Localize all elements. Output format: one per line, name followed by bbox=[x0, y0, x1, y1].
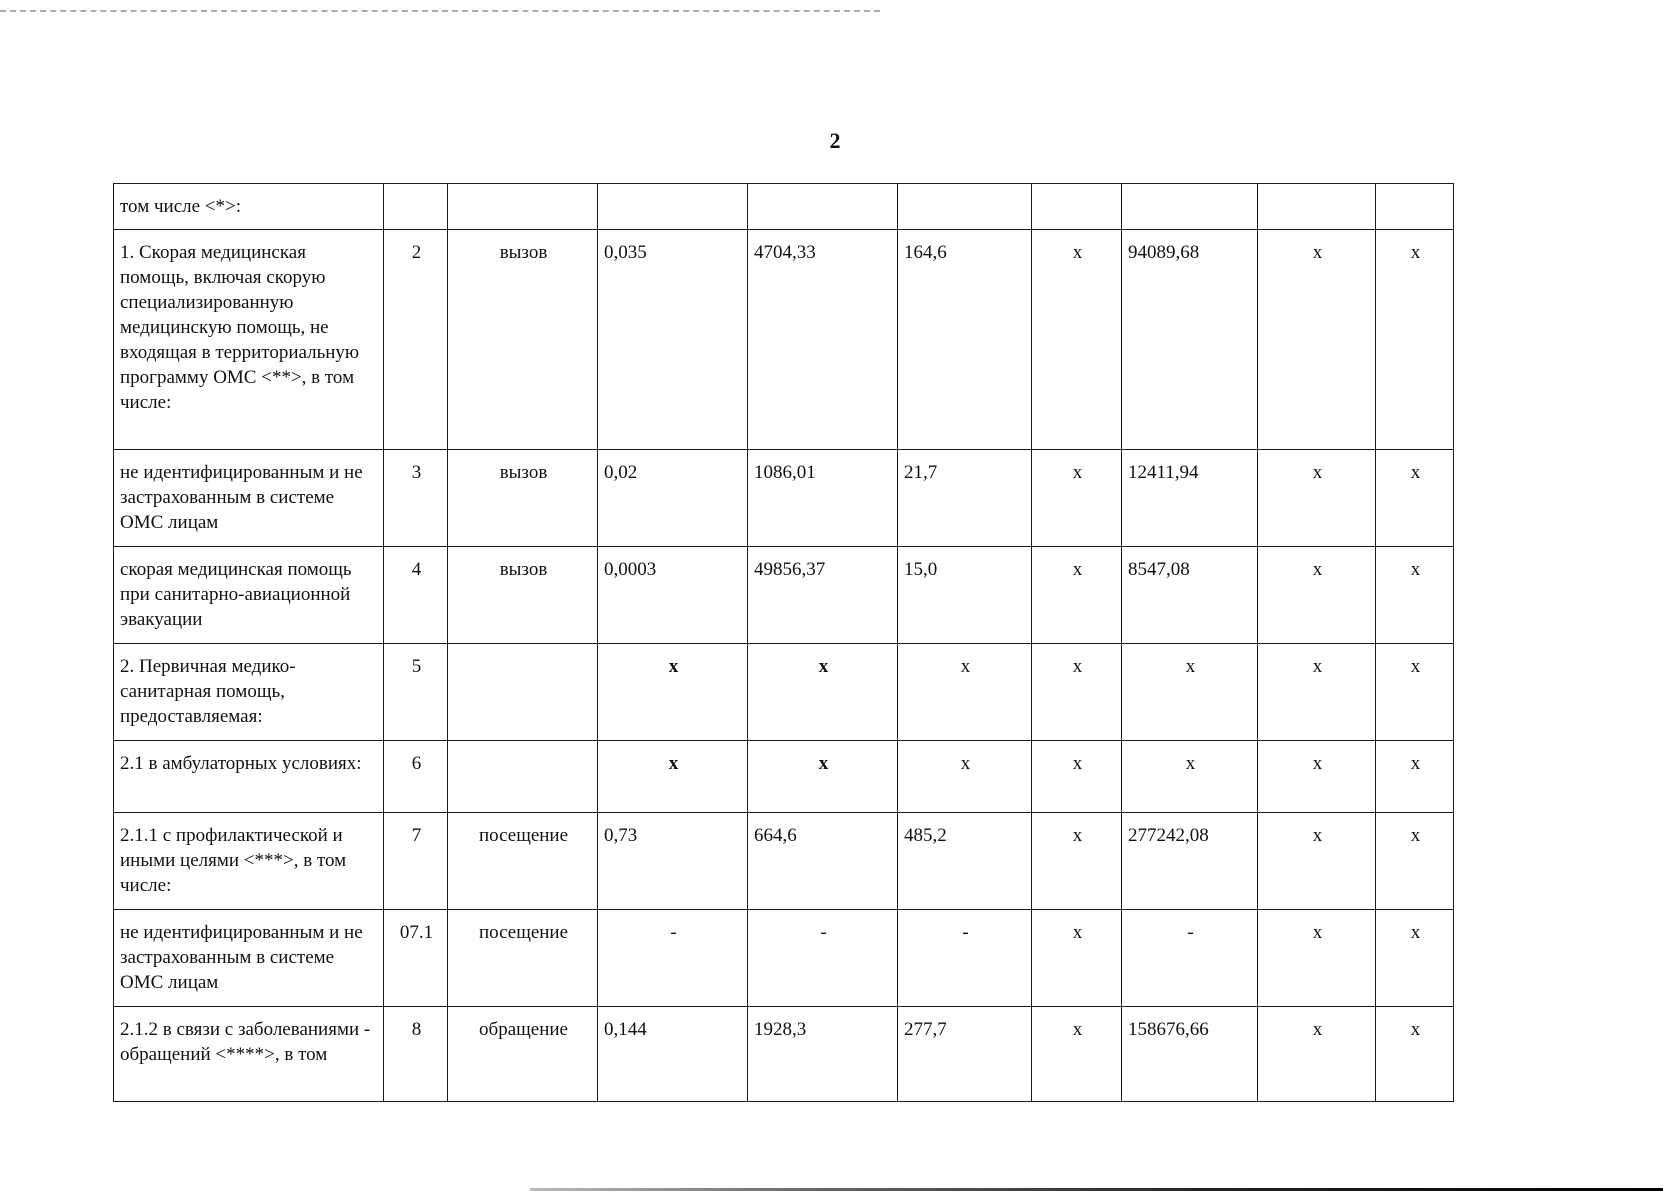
cell-col10: х bbox=[1376, 230, 1454, 450]
cell-unit bbox=[448, 741, 598, 813]
cell-col9: х bbox=[1258, 741, 1376, 813]
cell-unit: вызов bbox=[448, 450, 598, 547]
cell-code: 2 bbox=[384, 230, 448, 450]
cell-unit: посещение bbox=[448, 813, 598, 910]
cell-cost: - bbox=[748, 910, 898, 1007]
cell-per-capita: 164,6 bbox=[898, 230, 1032, 450]
cell-total: 158676,66 bbox=[1122, 1007, 1258, 1102]
cell-volume: 0,035 bbox=[598, 230, 748, 450]
cell-cost: 1086,01 bbox=[748, 450, 898, 547]
cell-name: 2.1.2 в связи с заболеваниями - обращений <****>, в том bbox=[114, 1007, 384, 1102]
cell-volume: 0,02 bbox=[598, 450, 748, 547]
cell-code: 5 bbox=[384, 644, 448, 741]
cell-unit: посещение bbox=[448, 910, 598, 1007]
cell-unit: обращение bbox=[448, 1007, 598, 1102]
cell-volume bbox=[598, 184, 748, 230]
cell-volume: 0,144 bbox=[598, 1007, 748, 1102]
cell-col7: х bbox=[1032, 910, 1122, 1007]
cell-per-capita: 277,7 bbox=[898, 1007, 1032, 1102]
cell-unit bbox=[448, 644, 598, 741]
cell-col10 bbox=[1376, 184, 1454, 230]
cell-per-capita: 21,7 bbox=[898, 450, 1032, 547]
cell-cost: 49856,37 bbox=[748, 547, 898, 644]
cell-cost: 4704,33 bbox=[748, 230, 898, 450]
scan-artifact-bottom-line bbox=[530, 1188, 1663, 1191]
cell-col7 bbox=[1032, 184, 1122, 230]
cell-per-capita: х bbox=[898, 741, 1032, 813]
cell-code: 07.1 bbox=[384, 910, 448, 1007]
cell-name: том числе <*>: bbox=[114, 184, 384, 230]
report-table bbox=[113, 183, 1454, 1102]
cell-volume: х bbox=[598, 741, 748, 813]
cell-total: 94089,68 bbox=[1122, 230, 1258, 450]
table-row bbox=[114, 450, 1454, 547]
cell-total: х bbox=[1122, 741, 1258, 813]
table-row bbox=[114, 184, 1454, 230]
cell-col10: х bbox=[1376, 547, 1454, 644]
cell-col10: х bbox=[1376, 741, 1454, 813]
cell-col10: х bbox=[1376, 1007, 1454, 1102]
cell-volume: - bbox=[598, 910, 748, 1007]
cell-col10: х bbox=[1376, 644, 1454, 741]
cell-col9: х bbox=[1258, 910, 1376, 1007]
cell-col9: х bbox=[1258, 1007, 1376, 1102]
cell-col9 bbox=[1258, 184, 1376, 230]
cell-name: 1. Скорая медицинская помощь, включая скорую специализированную медицинскую помощь, не входящая в территориальную программу ОМС <**>, в том числе: bbox=[114, 230, 384, 450]
cell-name: 2. Первичная медико-санитарная помощь, предоставляемая: bbox=[114, 644, 384, 741]
cell-col7: х bbox=[1032, 450, 1122, 547]
cell-name: не идентифицированным и не застрахованным в системе ОМС лицам bbox=[114, 450, 384, 547]
cell-per-capita bbox=[898, 184, 1032, 230]
table-row bbox=[114, 910, 1454, 1007]
cell-col10: х bbox=[1376, 813, 1454, 910]
cell-col7: х bbox=[1032, 644, 1122, 741]
cell-volume: х bbox=[598, 644, 748, 741]
cell-code: 7 bbox=[384, 813, 448, 910]
cell-name: скорая медицинская помощь при санитарно-авиационной эвакуации bbox=[114, 547, 384, 644]
scan-artifact-top-line bbox=[0, 10, 880, 12]
cell-name: 2.1 в амбулаторных условиях: bbox=[114, 741, 384, 813]
cell-code: 8 bbox=[384, 1007, 448, 1102]
cell-cost: х bbox=[748, 741, 898, 813]
cell-per-capita: 15,0 bbox=[898, 547, 1032, 644]
cell-col7: х bbox=[1032, 1007, 1122, 1102]
table-row bbox=[114, 1007, 1454, 1102]
cell-per-capita: - bbox=[898, 910, 1032, 1007]
cell-col9: х bbox=[1258, 230, 1376, 450]
cell-total bbox=[1122, 184, 1258, 230]
table-row bbox=[114, 741, 1454, 813]
table-row bbox=[114, 644, 1454, 741]
table-row bbox=[114, 547, 1454, 644]
table-row bbox=[114, 230, 1454, 450]
table-row bbox=[114, 813, 1454, 910]
cell-col7: х bbox=[1032, 813, 1122, 910]
page-number: 2 bbox=[829, 128, 841, 153]
cell-col9: х bbox=[1258, 547, 1376, 644]
cell-cost: 1928,3 bbox=[748, 1007, 898, 1102]
cell-col7: х bbox=[1032, 230, 1122, 450]
cell-col9: х bbox=[1258, 813, 1376, 910]
cell-col9: х bbox=[1258, 450, 1376, 547]
cell-per-capita: х bbox=[898, 644, 1032, 741]
cell-name: не идентифицированным и не застрахованным в системе ОМС лицам bbox=[114, 910, 384, 1007]
cell-total: 8547,08 bbox=[1122, 547, 1258, 644]
cell-cost: х bbox=[748, 644, 898, 741]
cell-code: 4 bbox=[384, 547, 448, 644]
cell-total: 277242,08 bbox=[1122, 813, 1258, 910]
cell-total: х bbox=[1122, 644, 1258, 741]
cell-code: 3 bbox=[384, 450, 448, 547]
cell-code: 6 bbox=[384, 741, 448, 813]
cell-col10: х bbox=[1376, 910, 1454, 1007]
cell-unit: вызов bbox=[448, 230, 598, 450]
cell-volume: 0,0003 bbox=[598, 547, 748, 644]
cell-name: 2.1.1 с профилактической и иными целями <***>, в том числе: bbox=[114, 813, 384, 910]
cell-col9: х bbox=[1258, 644, 1376, 741]
cell-col10: х bbox=[1376, 450, 1454, 547]
cell-cost bbox=[748, 184, 898, 230]
cell-volume: 0,73 bbox=[598, 813, 748, 910]
cell-code bbox=[384, 184, 448, 230]
cell-per-capita: 485,2 bbox=[898, 813, 1032, 910]
cell-cost: 664,6 bbox=[748, 813, 898, 910]
cell-total: - bbox=[1122, 910, 1258, 1007]
cell-unit: вызов bbox=[448, 547, 598, 644]
cell-col7: х bbox=[1032, 547, 1122, 644]
cell-total: 12411,94 bbox=[1122, 450, 1258, 547]
cell-unit bbox=[448, 184, 598, 230]
cell-col7: х bbox=[1032, 741, 1122, 813]
